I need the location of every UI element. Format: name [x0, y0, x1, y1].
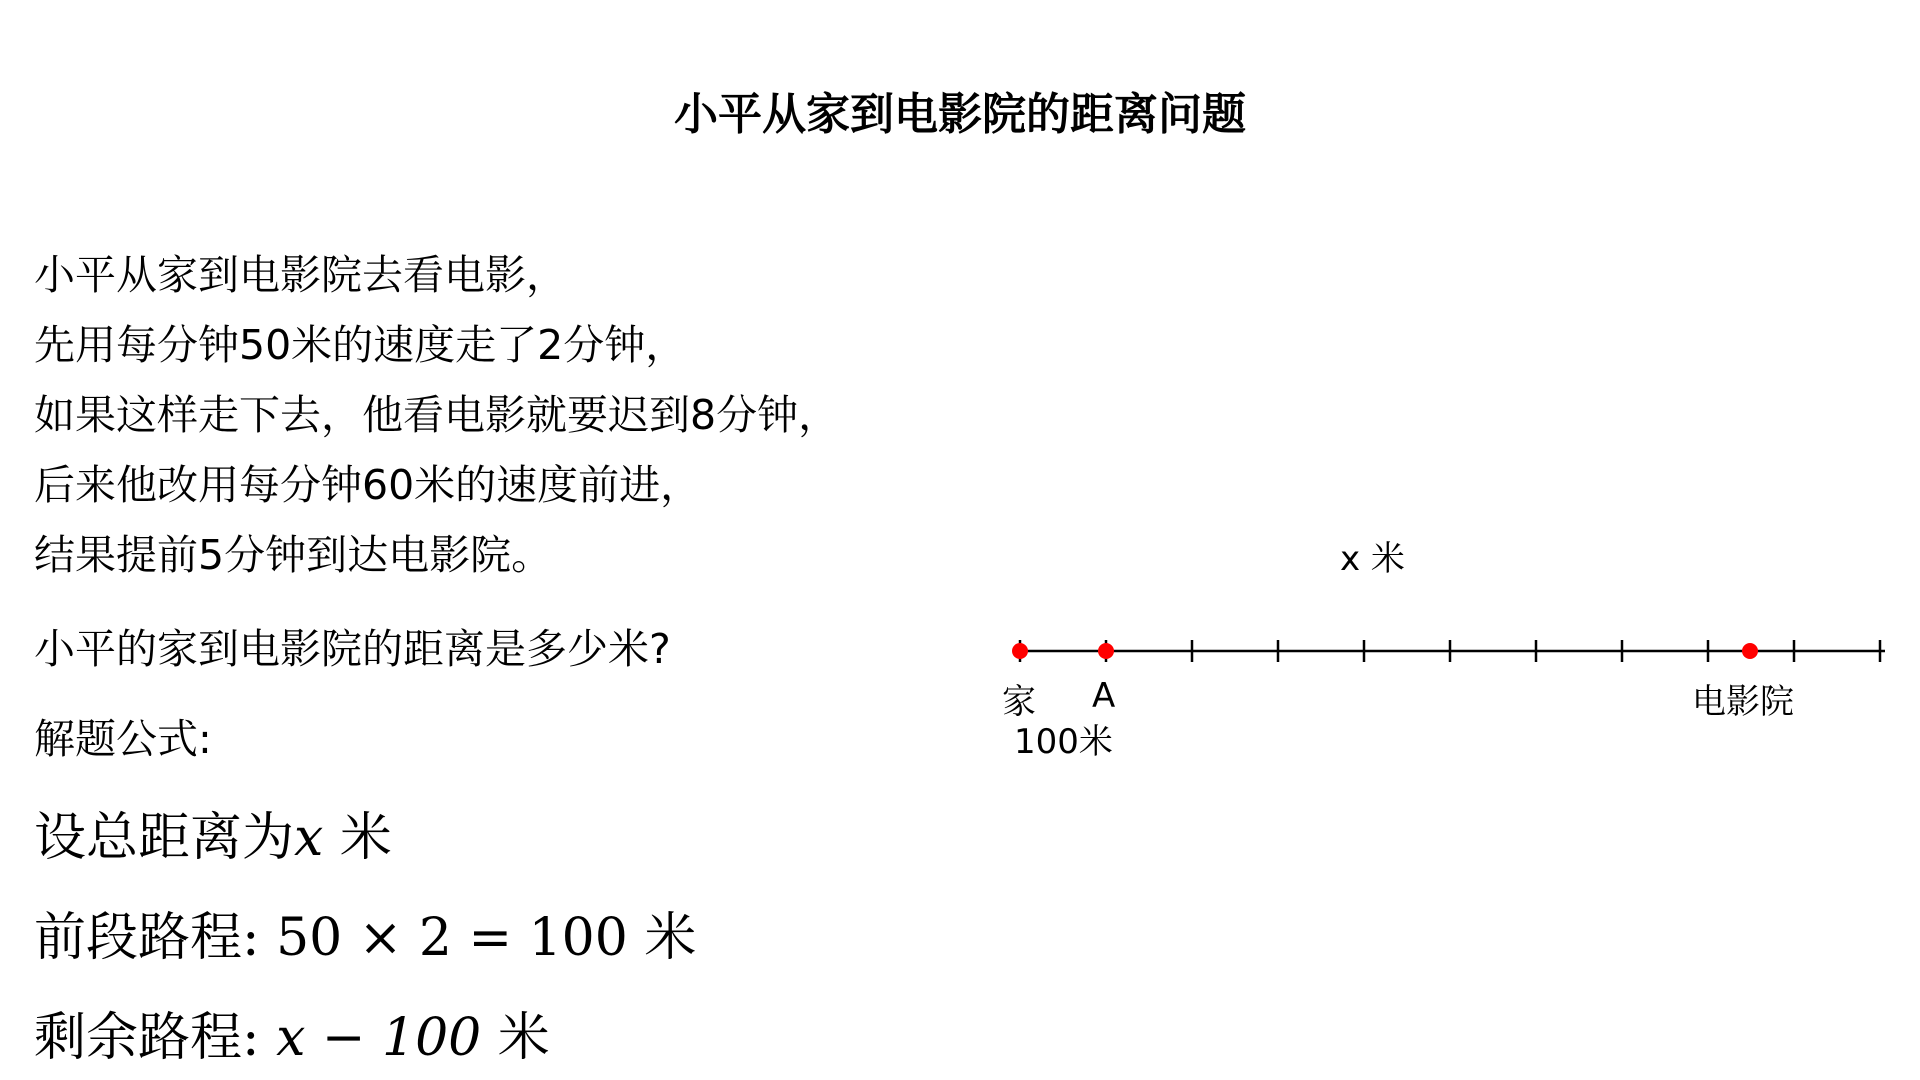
total-distance-label: x 米 [1340, 539, 1405, 579]
formula-remaining-distance [34, 995, 550, 1070]
home-point [1012, 643, 1028, 659]
formula-expression: 50 × 2 = 100 [276, 908, 628, 968]
home-label: 家 [1002, 682, 1036, 722]
page-title: 小平从家到电影院的距离问题 [674, 89, 1246, 140]
formula-prefix: 前段路程: [34, 908, 277, 968]
formula-heading: 解题公式: [34, 715, 212, 763]
formula-unit: 米 [627, 908, 697, 968]
formula-expression: x [294, 808, 324, 868]
problem-line: 小平从家到电影院去看电影， [34, 251, 567, 299]
distance-diagram [980, 520, 1900, 800]
formula-total-distance [34, 795, 392, 870]
problem-line: 结果提前5分钟到达电影院。 [34, 531, 553, 579]
first-segment-label: 100米 [1014, 722, 1113, 762]
problem-line: 先用每分钟50米的速度走了2分钟， [34, 321, 687, 369]
formula-unit: 米 [323, 808, 392, 868]
problem-line: 后来他改用每分钟60米的速度前进， [34, 461, 702, 509]
problem-text [34, 240, 839, 590]
formula-prefix: 设总距离为 [34, 808, 295, 868]
formula-first-segment [34, 895, 696, 970]
point-a-label: A [1092, 676, 1116, 716]
formula-expression: x − 100 [276, 1008, 482, 1068]
point-a [1098, 643, 1114, 659]
problem-line: 如果这样走下去，他看电影就要迟到8分钟， [34, 391, 840, 439]
cinema-point [1742, 643, 1758, 659]
formula-unit: 米 [481, 1008, 550, 1068]
cinema-label: 电影院 [1692, 682, 1794, 722]
formula-prefix: 剩余路程: [34, 1008, 277, 1068]
question-text: 小平的家到电影院的距离是多少米? [34, 625, 671, 673]
